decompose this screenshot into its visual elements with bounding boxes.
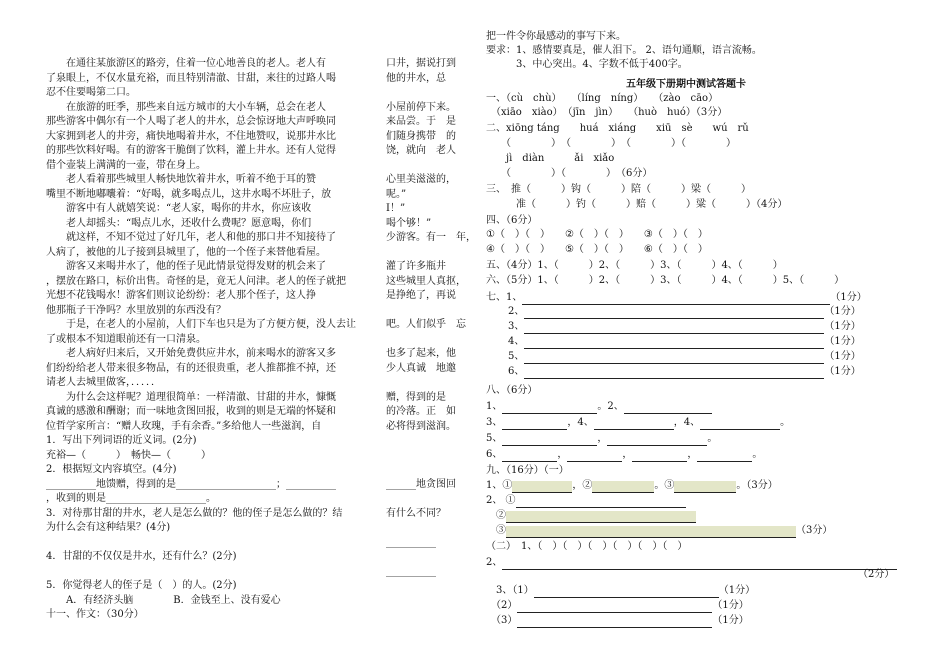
passage-line: 1．写出下列词语的近义词。(2分) [46,435,197,446]
q3-row-2[interactable]: 准（ ）钓（ ）赔（ ）粱（ ）（4分） [486,199,788,210]
passage-line: 光想不花钱喝水！游客们则议论纷纷：老人那个侄子，这人挣 [46,290,316,301]
q7-item[interactable]: 6、 （1分） [508,366,861,377]
q9-part2-row-2[interactable]: 2、 [486,556,897,570]
q7-item[interactable]: 4、 （1分） [508,336,861,347]
passage-line: 他那瓶子干净吗？水里放别的东西没有？ [46,304,226,316]
q9-part2-row-5[interactable]: （3） （1分） [496,615,749,626]
passage-line: 嘴里不断地嘟囔着：“好喝，就多喝点儿，这井水喝不坏肚子，放 [46,188,332,200]
q7-item[interactable]: 2、 （1分） [508,306,861,317]
passage-line: 老人却摇头：“喝点儿水，还收什么费呢？愿意喝，你们 [46,217,312,229]
passage-line: 3．对待那甘甜的井水，老人是怎么做的？他的侄子是怎么做的？结 [46,507,343,519]
passage-line: 为什么会这样呢？道理很简单：一样清澈、甘甜的井水，慷慨 [46,391,336,403]
passage-continuation-line: 小屋前停下来。 [386,101,456,113]
q9-row-1[interactable]: 1、① ，② 。③ 。（3分） [486,480,778,491]
passage-continuation-line: 喝个够！” [386,217,432,229]
passage-line: 请老人去城里做客，．．．．． [46,377,161,388]
passage-line: 忍不住要喝第二口。 [46,87,136,98]
passage-continuation-line: 有什么不同？ [386,507,446,519]
passage-continuation-line: 来品尝。于 是 [386,116,456,127]
passage-continuation-line: 饶，就向 老人 [386,145,456,156]
passage-line: 借个壶装上满满的一壶，带在身上。 [46,159,206,171]
passage-line: 的那些饮料好喝。有的游客干脆倒了饮料，灌上井水。还有人觉得 [46,145,336,156]
passage-continuation-line: 他的井水，总 [386,72,446,84]
passage-line: 们纷纷给老人带来很多物品，有的还很贵重，老人推都推不掉，还 [46,362,336,374]
q2-blanks-row-2[interactable]: （ ）（ ） （6分） [486,168,653,179]
passage-continuation-line: __________ [386,536,436,548]
q7-item[interactable]: 5、 （1分） [508,351,861,362]
q3-row-1[interactable]: 三、 推（ ）钩（ ）陪（ ）梁（ ） [486,184,751,195]
q7-item[interactable]: 3、 （1分） [508,321,861,332]
passage-line: 大家拥到老人的井旁，痛快地喝着井水，不住地赞叹，说那井水比 [46,130,336,142]
passage-line: A．有经济头脑 B．金钱至上、没有爱心 [46,594,281,606]
q1-pinyin-row-2: （xiāo xiào） （jīn jìn） （huò huó）（3分） [486,107,728,118]
passage-continuation-line: __________ [386,565,436,577]
q4-row-1[interactable]: ①（ ）（ ） ②（ ）（ ） ③（ ）（ ） [486,229,708,240]
q1-pinyin-row: 一、（cù chù） （líng níng） （zào cāo） [486,93,719,104]
q2-pinyin-row-2: jì diàn ǎi xiǎo [486,153,615,164]
passage-continuation-line: I！” [386,203,406,214]
q4-heading: 四、（6分） [486,215,538,226]
q9-row-4[interactable]: ③ （3分） [496,525,833,536]
q2-blanks-row[interactable]: （ ） （ ） （ ）（ ） [486,138,736,149]
passage-line: __________地馈赠，得到的是____________________；__________ [46,478,336,490]
reading-passage-column [46,0,373,620]
q9-heading: 九、（16分）（一） [486,465,569,476]
q8-row-1[interactable]: 1、 。2、 [486,400,712,414]
answer-sheet-column [486,0,906,640]
reading-passage-continuation-column [386,0,476,577]
passage-line: 在旅游的旺季，那些来自远方城市的大小车辆，总会在老人 [46,101,326,113]
q9-part2-row-4[interactable]: （2） （1分） [496,600,749,611]
answer-sheet-title: 五年级下册期中测试答题卡 [626,79,746,90]
passage-continuation-line: 也多了起来，他 [386,348,456,359]
q7-item-1[interactable]: 七、1、 （1分） [486,292,867,303]
passage-continuation-line: 的冷落。正 如 [386,406,456,417]
passage-continuation-line: 灌了许多瓶井 [386,261,446,272]
passage-continuation-line: ______地贪图回 [386,478,456,490]
q5-row[interactable]: 五、（4分）1、（ ）2、（ ）3、（ ）4、（ ） [486,260,783,271]
composition-prompt: 把一件令你最感动的事写下来。 [486,31,626,42]
passage-continuation-line: 必将得到滋润。 [386,420,456,432]
passage-continuation-line: 呢。” [386,188,407,200]
passage-line: 4．甘甜的不仅仅是井水，还有什么？(2分) [46,551,237,562]
passage-line: 充裕—（ ） 畅快—（ ） [46,449,211,461]
q9-row-3[interactable]: ② [486,509,696,523]
passage-line: 那些游客中偶尔有一个人喝了老人的井水，总会惊讶地大声呼唤同 [46,116,336,127]
passage-line: 于是，在老人的小屋前，人们下车也只是为了方便方便，没人去让 [46,319,356,330]
passage-line: ，摆放在路口，标价出售。奇怪的是，竟无人问津。老人的侄子就把 [46,275,346,287]
q9-part2-points: （2分） [858,569,895,580]
passage-line: 十一、作文：（30分） [46,609,144,620]
passage-continuation-line: 心里美滋滋的， [386,174,456,185]
passage-line: 老人病好归来后，又开始免费供应井水，前来喝水的游客又多 [46,348,336,359]
passage-continuation-line: 赠，得到的是 [386,391,446,403]
q8-row-2[interactable]: 3、 ，4、 ，4、 。 [486,417,791,428]
passage-line: 位哲学家所言：“赠人玫瑰，手有余香。”多给他人一些滋润，自 [46,420,322,432]
q8-heading: 八、（6分） [486,385,538,396]
passage-line: 老人看着那些城里人畅快地饮着井水，听着不绝于耳的赞 [46,174,316,185]
q4-row-2[interactable]: ④（ ）（ ） ⑤（ ）（ ） ⑥（ ）（ ） [486,244,708,255]
q2-pinyin-row: 二、xiōng táng huá xiáng xiū sè wú rǔ [486,123,749,134]
passage-continuation-line: 这些城里人真抠， [386,275,466,287]
q8-row-3[interactable]: 5、 ， 。 [486,433,718,444]
passage-line: ，收到的则是____________________。 [46,493,216,504]
passage-line: 了或根本不知道眼前还有一口清泉。 [46,333,206,345]
q6-row[interactable]: 六、（5分）1、（ ）2、（ ）3、（ ）4、（ ）5、（ ） [486,275,845,286]
passage-line: 了泉眼上，不仅水量充裕，而且特别清澈、甘甜，来往的过路人喝 [46,72,336,84]
passage-line: 为什么会有这种结果？(4分) [46,522,171,533]
passage-line: 5．你觉得老人的侄子是（ ）的人。(2分) [46,580,237,591]
q9-row-2[interactable]: 2、 ① [486,494,686,508]
passage-line: 人病了，被他的儿子接到县城里了，他的一个侄子来替他看屋。 [46,246,326,258]
passage-line: 2．根据短文内容填空。(4分) [46,464,177,475]
passage-line: 在通往某旅游区的路旁，住着一位心地善良的老人。老人有 [46,58,326,69]
passage-continuation-line: 口井，据说打到 [386,58,456,69]
passage-continuation-line: 们随身携带 的 [386,130,456,142]
passage-line: 游客中有人就嬉笑说：“老人家，喝你的井水，你应该收 [46,203,312,214]
composition-requirements-2: 3、中心突出。4、字数不低于400字。 [486,59,688,70]
composition-requirements: 要求：1、感情要真是，催人泪下。 2、语句通顺，语言流畅。 [486,45,762,56]
passage-line: 游客又来喝井水了，他的侄子见此情景觉得发财的机会来了 [46,261,326,272]
q9-part2-row-1[interactable]: （二） 1、（ ）（ ）（ ）（ ）（ ）（ ） [486,541,688,552]
passage-continuation-line: 少人真诚 地邀 [386,362,456,374]
passage-line: 真诚的感激和酬谢；而一味地贪图回报，收到的则是无端的怀疑和 [46,406,336,417]
passage-line: 就这样，不知不觉过了好几年，老人和他的那口井不知接待了 [46,232,336,243]
passage-continuation-line: 是挣绝了，再说 [386,290,456,301]
q9-part2-row-3[interactable]: 3、（1） （1分） [496,585,756,596]
passage-continuation-line: 吧。人们似乎 忘 [386,319,466,330]
passage-continuation-line: 少游客。有一 年， [386,232,476,243]
q8-row-4[interactable]: 6、 ， ， ， 。 [486,449,763,460]
